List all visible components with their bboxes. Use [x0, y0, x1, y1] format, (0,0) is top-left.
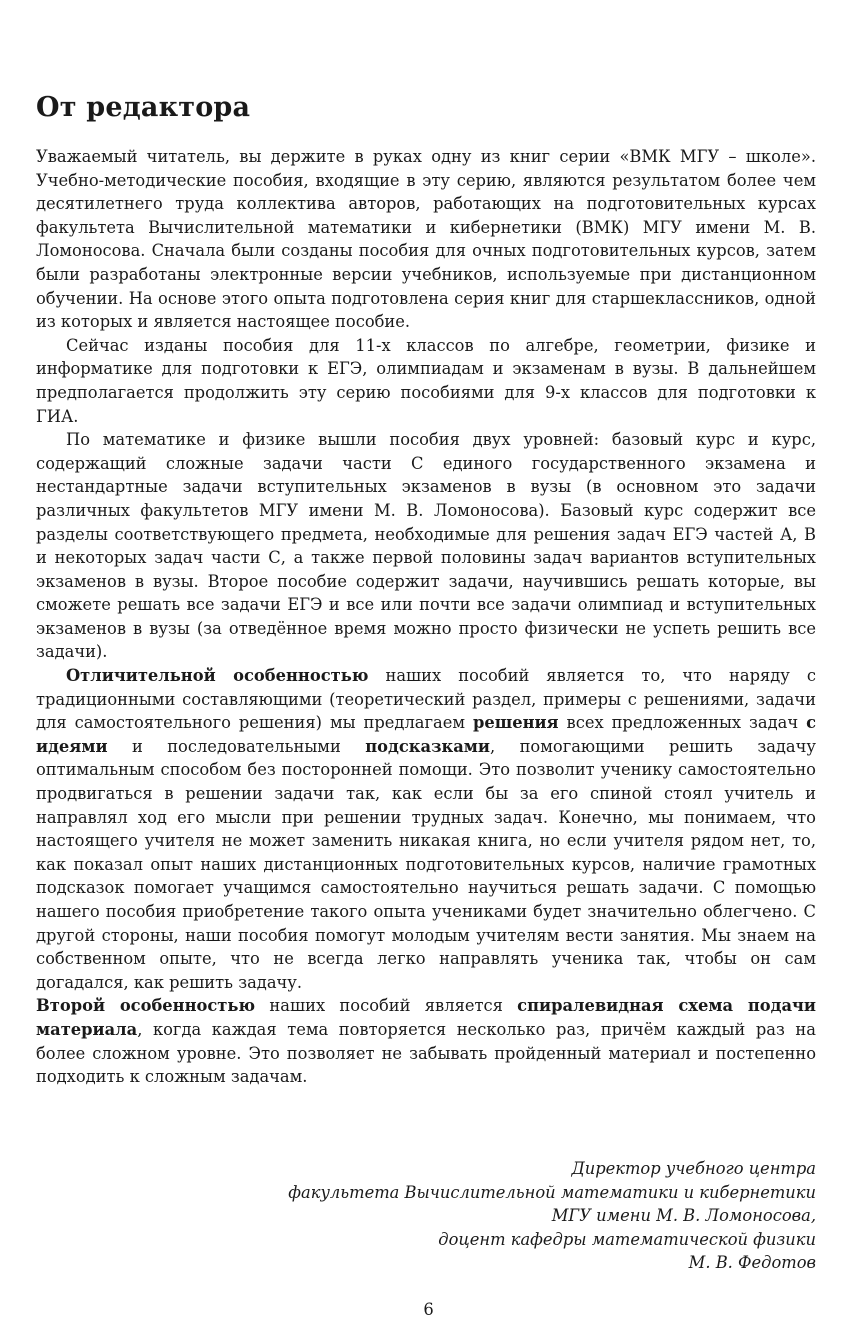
text-segment: и последовательными [107, 736, 366, 756]
bold-second-feature: Второй особенностью [36, 996, 256, 1016]
paragraph-intro: Уважаемый читатель, вы держите в руках одну из книг серии «ВМК МГУ – школе». Учебно-методические пособия, входящие в эту серию, являются результатом более чем десятилетнего труда коллектива авторов, работающих на подготовительных курсах факультета Вычислительной математики и кибернетики (ВМК) МГУ имени М. В. Ломоносова. Сначала были созданы пособия для очных подготовительных курсов, затем были разработаны электронные версии учебников, используемые при дистанционном обучении. На основе этого опыта подготовлена серия книг для старшеклассников, одной из которых и является настоящее пособие. [36, 147, 816, 332]
signature-line-university: МГУ имени М. В. Ломоносова, [551, 1206, 816, 1226]
page-number: 6 [423, 1300, 434, 1319]
bold-hints: подсказками [365, 736, 490, 756]
bold-solutions: решения [472, 713, 559, 733]
text-segment: , когда каждая тема повторяется несколько раз, причём каждый раз на более сложном уровне. Это позволяет не забывать пройденный материал и постепенно подходить к сложным задачам. [36, 1019, 816, 1087]
signature-line-name: М. В. Федотов [688, 1253, 816, 1273]
signature-line-faculty: факультета Вычислительной математики и кибернетики [288, 1182, 816, 1202]
paragraph-levels: По математике и физике вышли пособия двух уровней: базовый курс и курс, содержащий сложные задачи части С единого государственного экзамена и нестандартные задачи вступительных экзаменов в вузы (в основном это задачи различных факультетов МГУ имени М. В. Ломоносова). Базовый курс содержит все разделы соответствующего предмета, необходимые для решения задач ЕГЭ частей А, В и некоторых задач части С, а также первой половины задач вариантов вступительных экзаменов в вузы. Второе пособие содержит задачи, научившись решать которые, вы сможете решать все задачи ЕГЭ и все или почти все задачи олимпиад и вступительных экзаменов в вузы (за отведённое время можно просто физически не успеть решить все задачи). [36, 430, 816, 662]
paragraph-second-feature [36, 994, 816, 1088]
paragraph-editions: Сейчас изданы пособия для 11-х классов по алгебре, геометрии, физике и информатике для подготовки к ЕГЭ, олимпиадам и экзаменам в вузы. В дальнейшем предполагается продолжить эту серию пособиями для 9-х классов для подготовки к ГИА. [36, 335, 816, 426]
bold-distinctive-feature: Отличительной особенностью [66, 666, 369, 686]
text-segment: , помогающими решить задачу оптимальным способом без посторонней помощи. Это позволит ученику самостоятельно продвигаться в решении задачи так, как если бы за его спиной стоял учитель и направлял ход его мысли при решении трудных задач. Конечно, мы понимаем, что настоящего учителя не может заменить никакая книга, но если учителя рядом нет, то, как показал опыт наших дистанционных подготовительных курсов, наличие грамотных подсказок помогает учащимся самостоятельно научиться решать задачи. С помощью нашего пособия приобретение такого опыта учениками будет значительно облегчено. С другой стороны, наши пособия помогут молодым учителям вести занятия. Мы знаем на собственном опыте, что не всегда легко направлять ученика так, чтобы он сам догадался, как решить задачу. [36, 736, 816, 992]
bold-spiral-scheme: спиралевидная схема подачи материала [36, 996, 816, 1039]
text-segment: наших пособий является то, что наряду с традиционными составляющими (теоретический раздел, примеры с решениями, задачи для самостоятельного решения) мы предлагаем [36, 666, 816, 733]
signature-line-department: доцент кафедры математической физики [438, 1229, 816, 1249]
page-content [36, 92, 816, 1089]
signature-block [288, 1157, 816, 1275]
paragraph-first-feature [36, 664, 816, 994]
page-title: От редактора [36, 92, 251, 123]
text-segment: всех предложенных задач [558, 713, 807, 733]
body-text [36, 145, 816, 1089]
bold-with-ideas: с идеями [36, 713, 816, 756]
text-segment: наших пособий является [255, 996, 518, 1016]
signature-line-position: Директор учебного центра [571, 1159, 816, 1178]
